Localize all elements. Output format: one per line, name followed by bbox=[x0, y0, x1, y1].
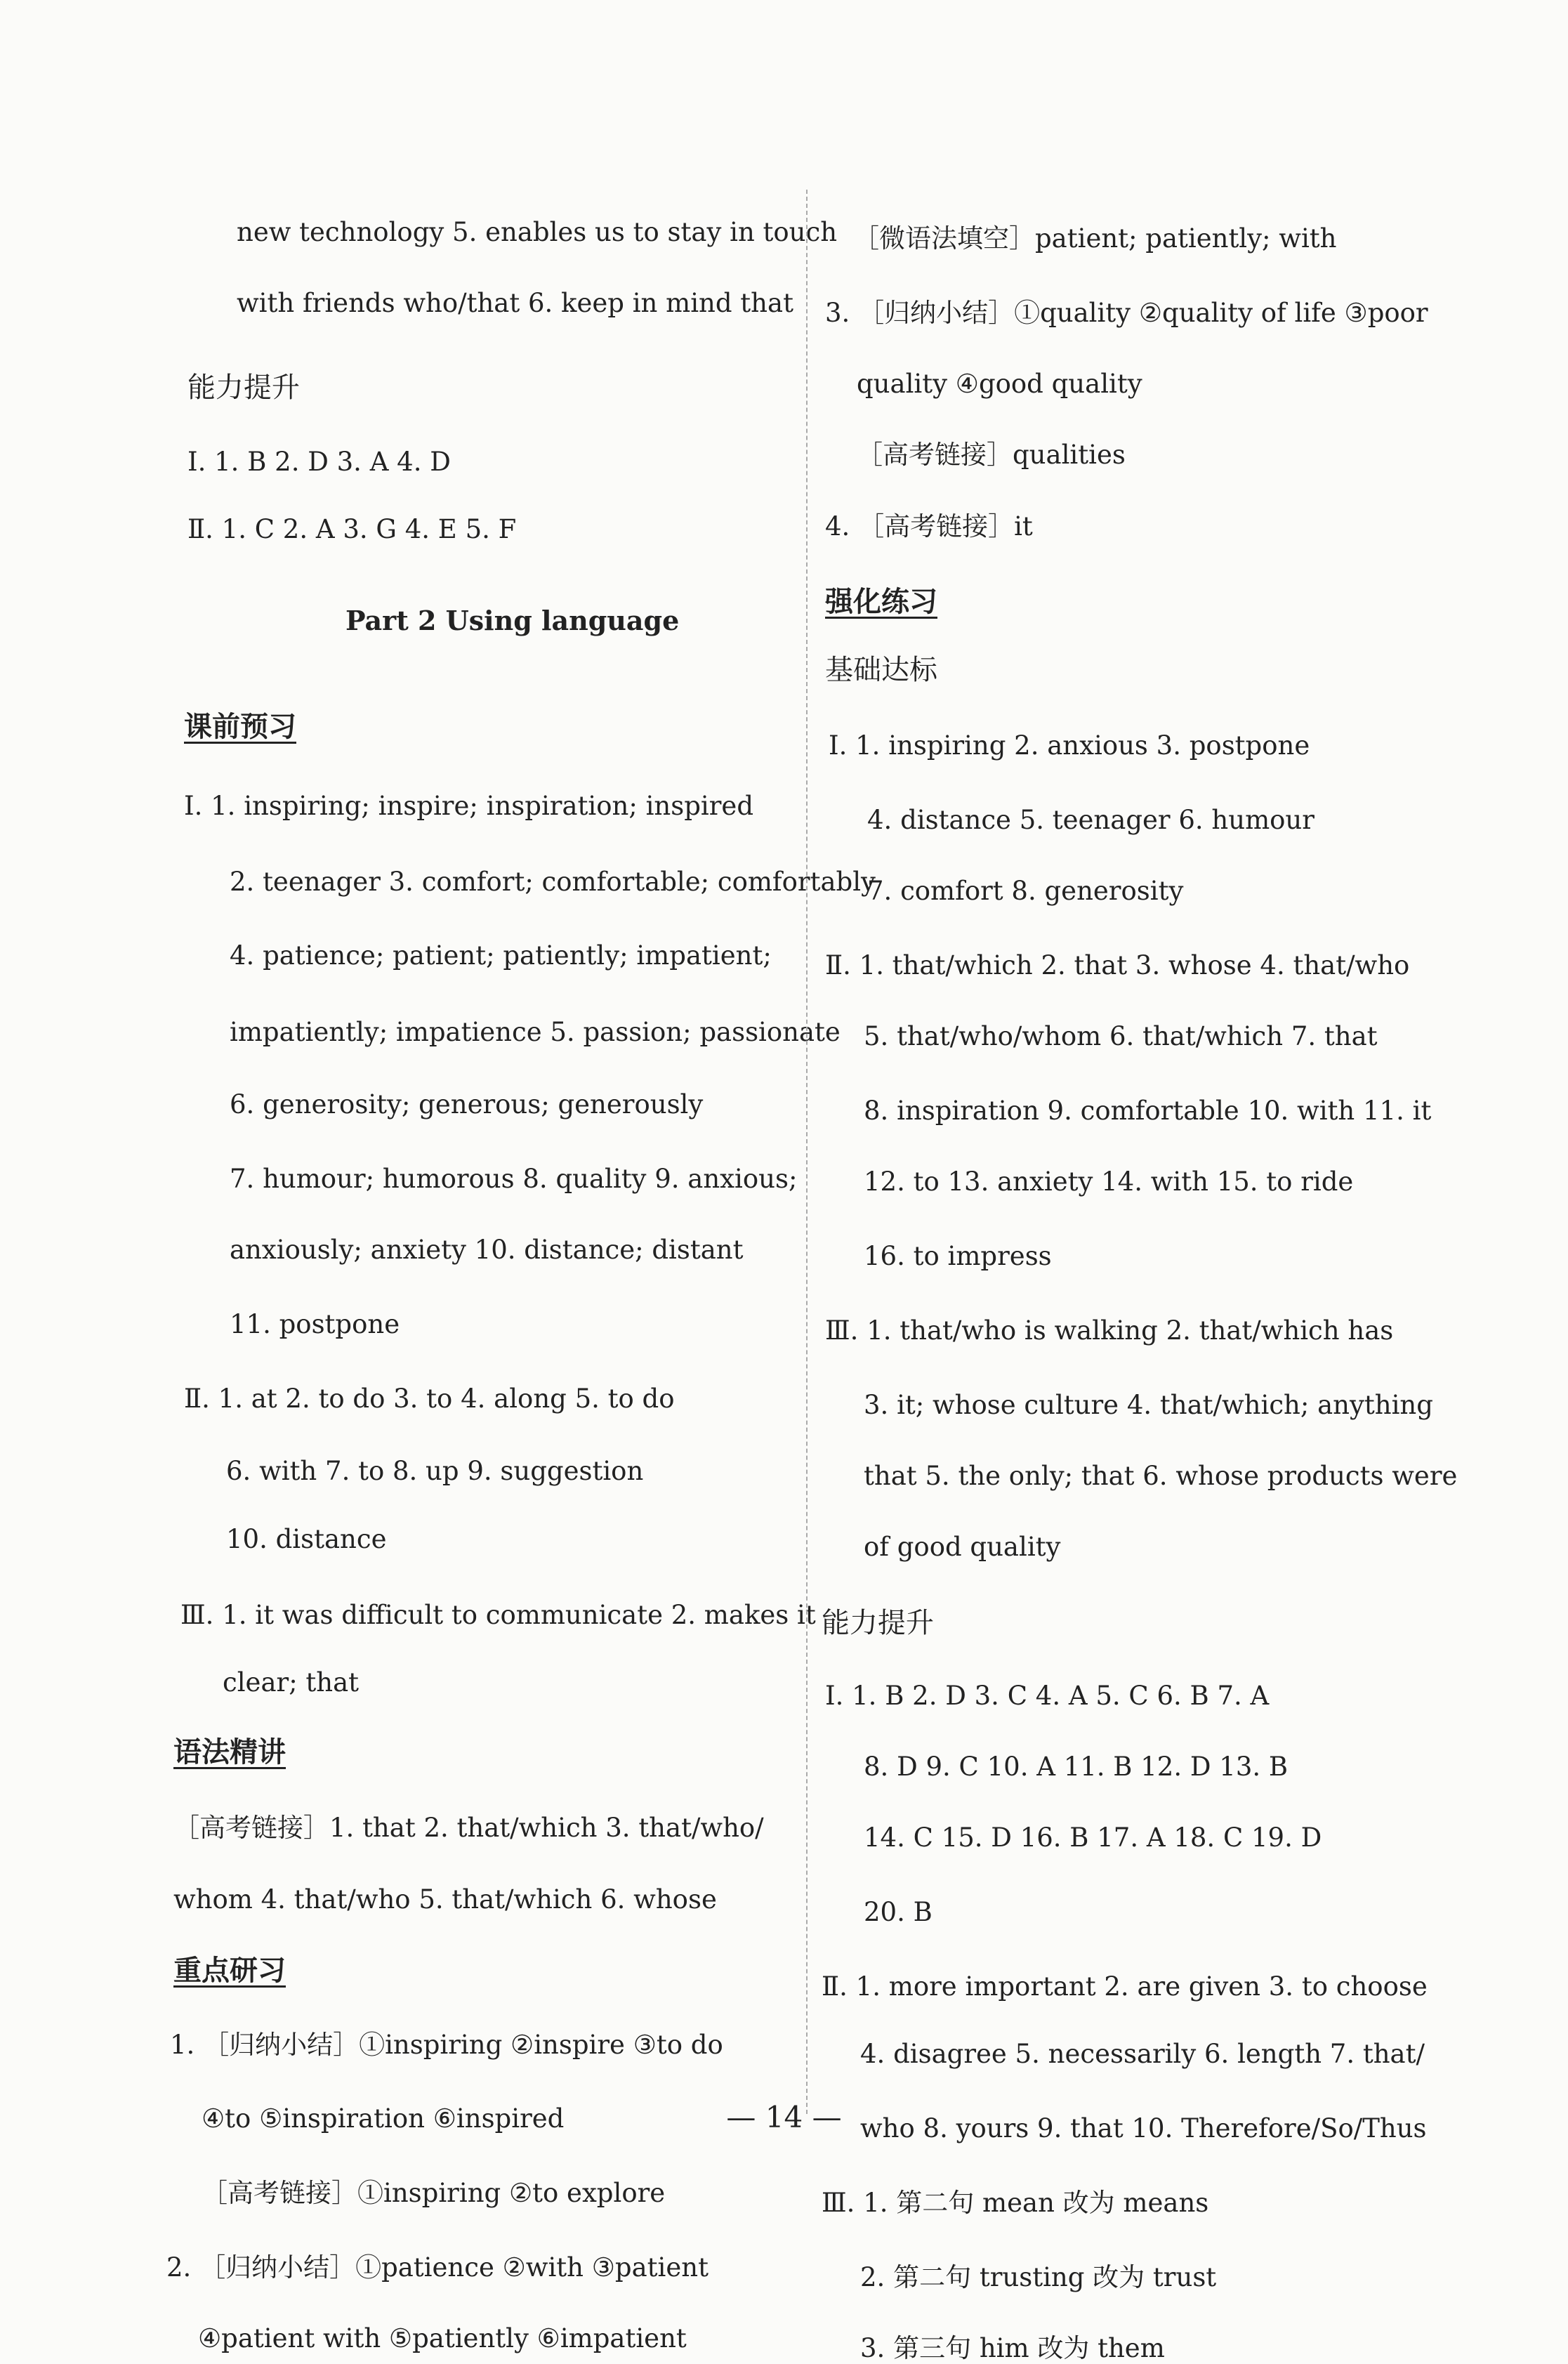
answer-line: who 8. yours 9. that 10. Therefore/So/Thus bbox=[860, 2113, 1427, 2144]
answer-line: 6. generosity; generous; generously bbox=[230, 1089, 704, 1119]
answer-line: Ⅱ. 1. more important 2. are given 3. to choose bbox=[822, 1971, 1428, 2002]
answer-line: 7. comfort 8. generosity bbox=[867, 876, 1184, 907]
answer-line: 4. patience; patient; patiently; impatient; bbox=[230, 940, 772, 971]
answer-line: quality ④good quality bbox=[857, 369, 1142, 400]
page-number: — 14 — bbox=[726, 2100, 842, 2134]
answer-line: 8. D 9. C 10. A 11. B 12. D 13. B bbox=[864, 1752, 1289, 1782]
answer-line: whom 4. that/who 5. that/which 6. whose bbox=[173, 1884, 717, 1915]
answer-line: ④to ⑤inspiration ⑥inspired bbox=[202, 2103, 565, 2134]
answer-line: 10. distance bbox=[226, 1523, 387, 1554]
answer-line: Ⅲ. 1. it was difficult to communicate 2. makes it bbox=[180, 1599, 816, 1630]
answer-line: Ⅰ. 1. B 2. D 3. A 4. D bbox=[187, 446, 451, 477]
answer-line: 3. 第三句 him 改为 them bbox=[860, 2333, 1165, 2363]
answer-line: clear; that bbox=[223, 1667, 360, 1698]
answer-line: Ⅲ. 1. 第二句 mean 改为 means bbox=[822, 2188, 1209, 2218]
answer-line: 8. inspiration 9. comfortable 10. with 11. it bbox=[864, 1096, 1432, 1127]
section-heading: 强化练习 bbox=[825, 585, 937, 619]
answer-line: ［高考链接］qualities bbox=[857, 440, 1126, 471]
answer-line: 7. humour; humorous 8. quality 9. anxious; bbox=[230, 1163, 798, 1194]
answer-line: 5. that/who/whom 6. that/which 7. that bbox=[864, 1021, 1378, 1052]
answer-line: 1. ［归纳小结］①inspiring ②inspire ③to do bbox=[170, 2029, 723, 2060]
answer-line: ④patient with ⑤patiently ⑥impatient bbox=[198, 2323, 687, 2354]
answer-line: Ⅱ. 1. that/which 2. that 3. whose 4. that/who bbox=[825, 950, 1410, 981]
answer-line: impatiently; impatience 5. passion; passionate bbox=[230, 1016, 841, 1047]
answer-line: of good quality bbox=[864, 1532, 1061, 1563]
subsection-label: 能力提升 bbox=[187, 371, 300, 404]
answer-line: 2. teenager 3. comfort; comfortable; comfortably bbox=[230, 866, 876, 897]
answer-line: ［高考链接］1. that 2. that/which 3. that/who/ bbox=[173, 1813, 764, 1844]
answer-line: Ⅱ. 1. C 2. A 3. G 4. E 5. F bbox=[187, 514, 517, 545]
answer-line: anxiously; anxiety 10. distance; distant bbox=[230, 1235, 744, 1265]
answer-line: with friends who/that 6. keep in mind that bbox=[237, 288, 793, 319]
answer-line: 4. ［高考链接］it bbox=[825, 511, 1033, 541]
answer-line: 14. C 15. D 16. B 17. A 18. C 19. D bbox=[864, 1823, 1322, 1853]
answer-line: ［微语法填空］patient; patiently; with bbox=[853, 223, 1337, 254]
answer-line: 4. disagree 5. necessarily 6. length 7. that/ bbox=[860, 2039, 1425, 2070]
answer-line: 2. ［归纳小结］①patience ②with ③patient bbox=[166, 2252, 709, 2283]
answer-line: 2. 第二句 trusting 改为 trust bbox=[860, 2261, 1217, 2292]
column-divider bbox=[806, 190, 808, 2114]
answer-line: Ⅰ. 1. inspiring 2. anxious 3. postpone bbox=[829, 730, 1310, 761]
subsection-label: 能力提升 bbox=[822, 1607, 934, 1639]
section-heading: 课前预习 bbox=[184, 709, 296, 743]
part-title: Part 2 Using language bbox=[345, 605, 680, 636]
answer-line: 3. ［归纳小结］①quality ②quality of life ③poor bbox=[825, 298, 1428, 328]
subsection-label: 基础达标 bbox=[825, 654, 937, 686]
answer-line: 16. to impress bbox=[864, 1241, 1052, 1272]
answer-line: that 5. the only; that 6. whose products were bbox=[864, 1461, 1458, 1491]
answer-line: Ⅰ. 1. B 2. D 3. C 4. A 5. C 6. B 7. A bbox=[825, 1680, 1270, 1711]
answer-line: 11. postpone bbox=[230, 1308, 400, 1339]
answer-line: 12. to 13. anxiety 14. with 15. to ride bbox=[864, 1167, 1354, 1197]
answer-line: ［高考链接］①inspiring ②to explore bbox=[202, 2178, 666, 2209]
answer-line: Ⅱ. 1. at 2. to do 3. to 4. along 5. to do bbox=[184, 1383, 675, 1414]
answer-line: 6. with 7. to 8. up 9. suggestion bbox=[226, 1456, 644, 1487]
answer-line: Ⅲ. 1. that/who is walking 2. that/which has bbox=[825, 1315, 1394, 1346]
answer-line: 3. it; whose culture 4. that/which; anything bbox=[864, 1389, 1433, 1420]
answer-line: Ⅰ. 1. inspiring; inspire; inspiration; inspired bbox=[184, 790, 754, 821]
answer-line: new technology 5. enables us to stay in touch bbox=[237, 217, 838, 247]
answer-line: 4. distance 5. teenager 6. humour bbox=[867, 805, 1315, 836]
section-heading: 重点研习 bbox=[173, 1953, 286, 1987]
answer-line: 20. B bbox=[864, 1897, 933, 1927]
section-heading: 语法精讲 bbox=[173, 1735, 286, 1768]
